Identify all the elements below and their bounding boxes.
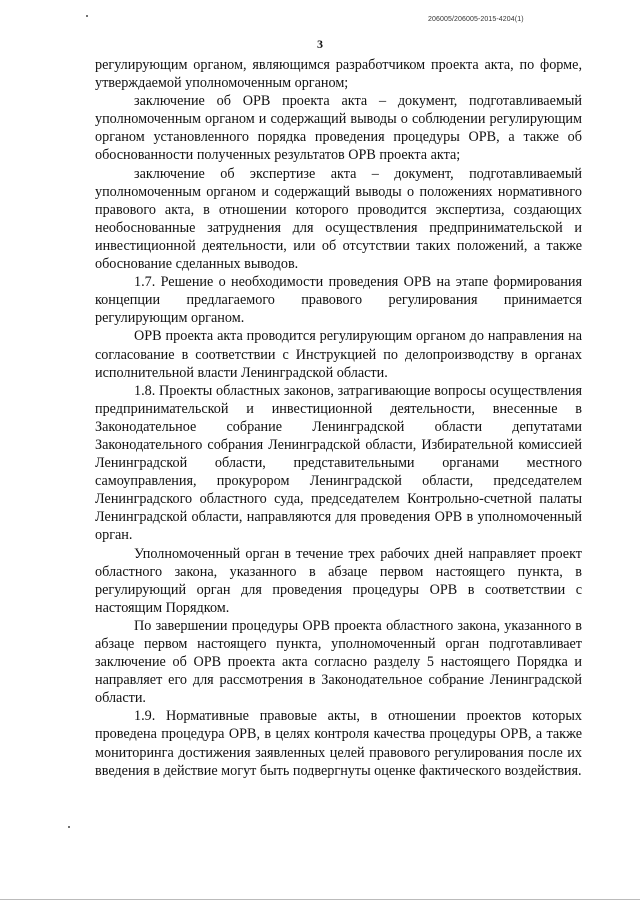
page-number: 3 [317,37,323,51]
document-id: 206005/206005-2015-4204(1) [428,16,524,23]
paragraph-authorized-body: Уполномоченный орган в течение трех рабочих дней направляет проект областного закона, указанного в абзаце первом настоящего пункта, в регулирующий орган для проведения процедуры ОРВ в соответствии с настоящим Порядком. [95,545,582,616]
document-body [95,56,582,780]
scan-speck [86,15,88,17]
paragraph-definition-orv-conclusion: заключение об ОРВ проекта акта – документ, подготавливаемый уполномоченным органом и содержащий выводы о соблюдении регулирующим органом установленного порядка проведения процедуры ОРВ, а также об обоснованности полученных результатов ОРВ проекта акта; [95,93,582,164]
paragraph-clause-1-7: 1.7. Решение о необходимости проведения ОРВ на этапе формирования концепции предлагаемого правового регулирования принимается регулирующим органом. [95,274,582,327]
paragraph-orv-procedure: ОРВ проекта акта проводится регулирующим органом до направления на согласование в соответствии с Инструкцией по делопроизводству в органах исполнительной власти Ленинградской области. [95,328,582,381]
scan-speck [68,826,70,828]
paragraph-clause-1-8: 1.8. Проекты областных законов, затрагивающие вопросы осуществления предпринимательской и инвестиционной деятельности, внесенные в Законодательное собрание Ленинградской области депутатами Законодательного собрания Ленинградской области, Избирательной комиссией Ленинградской области, представительными органами местного самоуправления, прокурором Ленинградской области, председателем Ленинградского областного суда, председателем Контрольно-счетной палаты Ленинградской области, направляются для проведения ОРВ в уполномоченный орган. [95,382,582,544]
paragraph-definition-expertise-conclusion: заключение об экспертизе акта – документ, подготавливаемый уполномоченным органом и содержащий выводы о положениях нормативного правового акта, в отношении которого проводится экспертиза, создающих необоснованные затруднения для осуществления предпринимательской и инвестиционной деятельности, или об отсутствии таких положений, а также обоснование сделанных выводов. [95,165,582,273]
scan-edge-line [0,899,640,900]
paragraph-clause-1-9: 1.9. Нормативные правовые акты, в отношении проектов которых проведена процедура ОРВ, в целях контроля качества процедуры ОРВ, а также мониторинга достижения заявленных целей правового регулирования после их введения в действие могут быть подвергнуты оценке фактического воздействия. [95,708,582,779]
paragraph-completion: По завершении процедуры ОРВ проекта областного закона, указанного в абзаце первом настоящего пункта, уполномоченный орган подготавливает заключение об ОРВ проекта акта согласно разделу 5 настоящего Порядка и направляет его для рассмотрения в Законодательное собрание Ленинградской области. [95,617,582,707]
paragraph-continuation: регулирующим органом, являющимся разработчиком проекта акта, по форме, утверждаемой уполномоченным органом; [95,57,582,92]
